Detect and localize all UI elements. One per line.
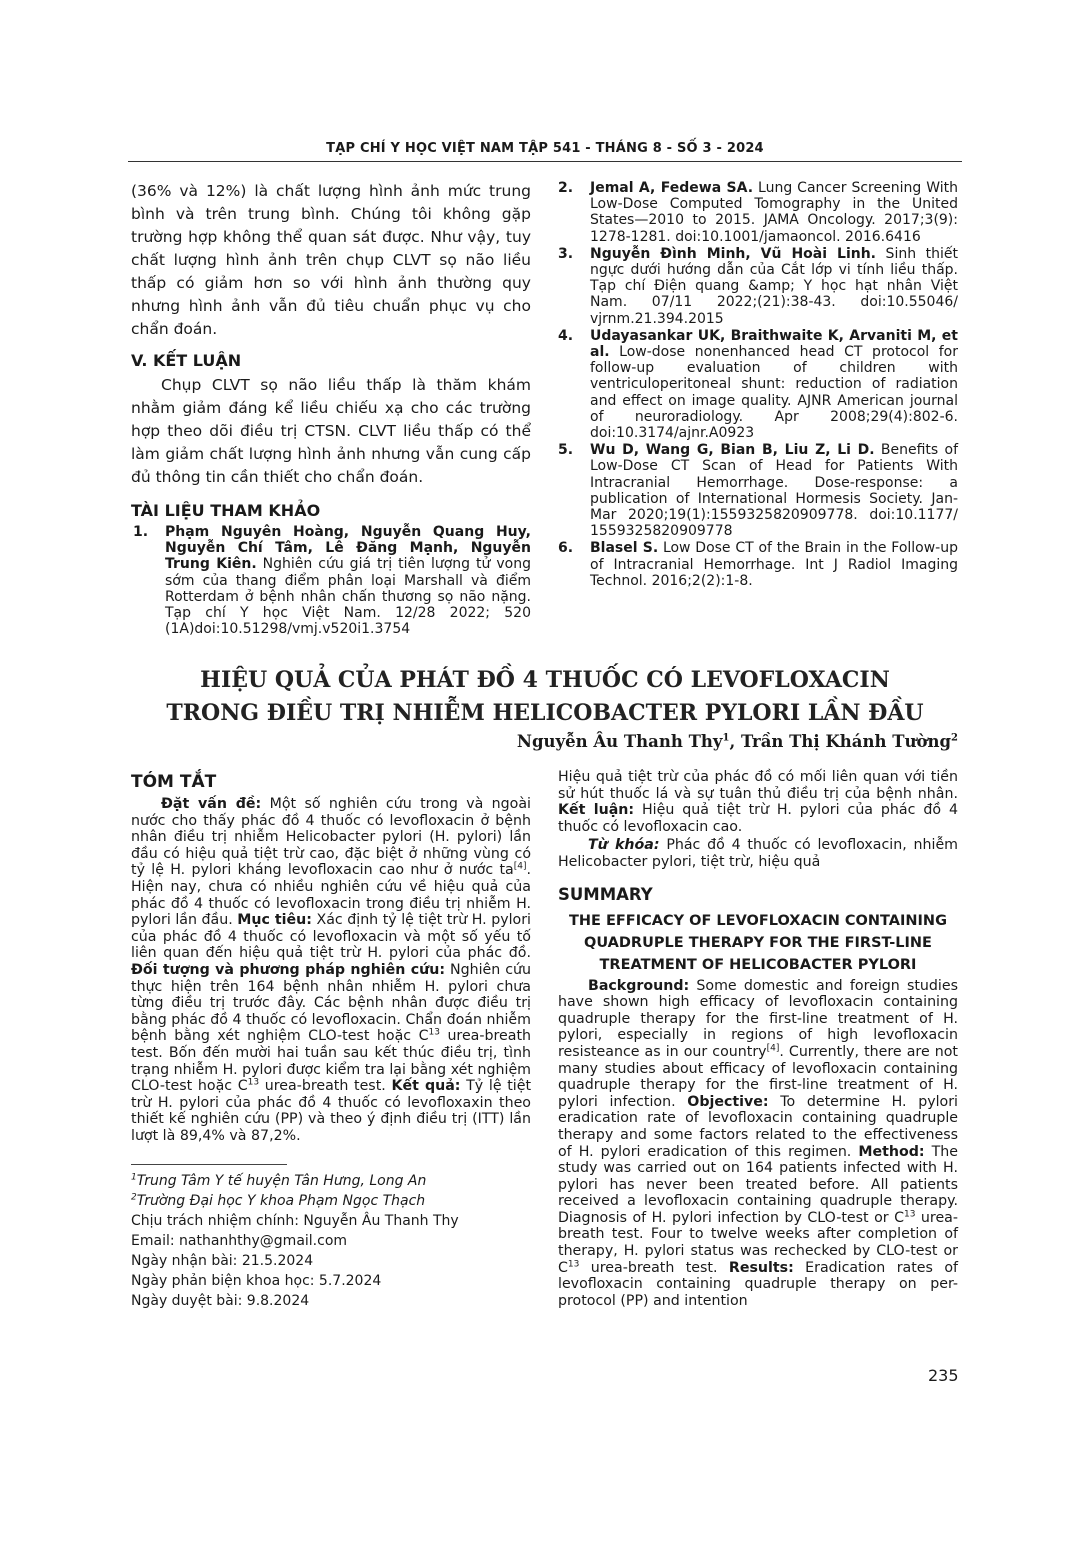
citation-sup-en: [4] (766, 1043, 780, 1054)
conclusion-paragraph: Chụp CLVT sọ não liều thấp là thăm khám nhằm giảm đáng kể liều chiếu xạ cho các trường hợp theo dõi điều trị CTSN. CLVT liều thấp có thể làm giảm chất lượng hình ảnh nhưng vẫn cung cấp đủ thông tin cần thiết cho chẩn đoán. (131, 376, 531, 486)
summary-title-line-2: QUADRUPLE THERAPY FOR THE FIRST-LINE (584, 934, 932, 951)
conclusion-label: Kết luận: (558, 802, 635, 819)
background-label-en: Background: (588, 977, 690, 994)
summary-title (558, 910, 958, 976)
background-text-en: Some domestic and foreign studies have shown high efficacy of levofloxacin containing quadruple therapy for the first-line treatment of H. pylori, especially in regions of high levofloxacin resisteance as in our country (558, 977, 958, 1060)
conclusion-text: Hiệu quả tiệt trừ H. pylori của phác đồ 4 thuốc có levofloxacin cao. (558, 802, 958, 835)
date-accepted: Ngày duyệt bài: 9.8.2024 (131, 1293, 310, 1310)
author-2: Trần Thị Khánh Tường (740, 732, 952, 751)
affiliation-2-sup: 2 (131, 1192, 137, 1203)
reference-number: 4. (558, 327, 574, 344)
reference-list-right (556, 180, 958, 589)
discussion-paragraph: (36% và 12%) là chất lượng hình ảnh mức trung bình và trên trung bình. Chúng tôi không gặp trường hợp không thể quan sát được. Như vậy, tuy chất lượng hình ảnh trên chụp CLVT sọ não liều thấp có giảm hơn so với hình ảnh thường quy nhưng hình ảnh vẫn đủ tiêu chuẩn phục vụ cho chẩn đoán. (131, 182, 531, 338)
summary-paragraph (558, 978, 958, 1310)
reference-authors: Blasel S. (590, 540, 659, 557)
affiliation-2 (131, 1191, 531, 1211)
author-1: Nguyễn Âu Thanh Thy (516, 732, 723, 751)
affiliation-2-text: Trường Đại học Y khoa Phạm Ngọc Thạch (136, 1193, 426, 1210)
objective-text: Xác định tỷ lệ tiệt trừ H. pylori của phác đồ 4 thuốc có levofloxacin và một số yếu tố liên quan đến hiệu quả tiệt trừ H. pylori của phác đồ. (131, 912, 532, 962)
affiliation-1-text: Trung Tâm Y tế huyện Tân Hưng, Long An (136, 1173, 427, 1190)
reference-item (556, 328, 958, 441)
reference-text: Lung Cancer Screening With Low-Dose Computed Tomography in the United States—2010 to 2015. JAMA Oncology. 2017;3(9): 1278-1281. doi:10.1001/jamaoncol. 2016.6416 (590, 180, 958, 245)
page-number: 235 (928, 1366, 959, 1385)
summary-title-line-3: TREATMENT OF HELICOBACTER PYLORI (599, 956, 917, 973)
objective-label: Mục tiêu: (237, 912, 312, 929)
reference-text: Benefits of Low-Dose CT Scan of Head for Patients With Intracranial Hemorrhage. Dose-response: a publication of International Hormesis Society. Jan-Mar 2020;19(1):1559325820909778. doi:10.1177/ 1559325820909778 (590, 442, 958, 540)
reference-authors: Wu D, Wang G, Bian B, Liu Z, Li D. (590, 442, 875, 459)
superscript: 13 (247, 1077, 260, 1088)
author-2-affiliation: 2 (951, 732, 958, 744)
objective-label-en: Objective: (687, 1093, 769, 1110)
abstract-vi-paragraph (131, 796, 531, 1144)
affiliation-1-sup: 1 (131, 1172, 137, 1183)
reference-text: Nghiên cứu giá trị tiên lượng tử vong sớm của thang điểm phân loại Marshall và điểm Rotterdam ở bệnh nhân chấn thương sọ não nặng. Tạp chí Y học Việt Nam. 12/28 2022; 520 (1A)doi:10.51298/vmj.v520i1.3754 (165, 556, 531, 638)
abstract-left-column (131, 772, 531, 1311)
reference-text: Low-dose nonenhanced head CT protocol for follow-up evaluation of children with ventriculoperitoneal shunt: reduction of radiation and effect on image quality. AJNR American journal of neuroradiology. Apr 2008;29(4):802-6. doi:10.3174/ajnr.A0923 (590, 344, 958, 442)
references-heading: TÀI LIỆU THAM KHẢO (131, 501, 321, 520)
summary-heading: SUMMARY (558, 884, 653, 904)
background-text-en-2: . Currently, there are not many studies about efficacy of levofloxacin containing quadruple therapy for the first-line treatment of H. pylori infection. (558, 1043, 958, 1110)
author-1-affiliation: 1 (722, 732, 730, 744)
method-text-en-3: urea-breath test. (579, 1259, 729, 1276)
reference-authors: Udayasankar UK, Braithwaite K, Arvaniti M, et al. (590, 327, 958, 361)
conclusion-heading: V. KẾT LUẬN (131, 351, 242, 370)
date-reviewed: Ngày phản biện khoa học: 5.7.2024 (131, 1273, 382, 1290)
reference-authors: Jemal A, Fedewa SA. (590, 180, 754, 196)
abstract-vi-continuation (558, 769, 958, 835)
previous-article-right-column (556, 180, 958, 590)
method-text-en: The study was carried out on 164 patients infected with H. pylori has never been treated before. All patients received a levofloxacin containing quadruple therapy. Diagnosis of H. pylori infection by CLO-test or C (558, 1143, 959, 1226)
reference-number: 2. (558, 180, 574, 196)
superscript: 13 (903, 1209, 916, 1220)
reference-number: 1. (133, 524, 149, 540)
author-separator: , (729, 732, 741, 751)
method-label: Đối tượng và phương pháp nghiên cứu: (131, 961, 446, 978)
background-text: Một số nghiên cứu trong và ngoài nước cho thấy phác đồ 4 thuốc có levofloxacin ở bệnh nhân điều trị nhiễm Helicobacter pylori (H. pylori) lần đầu có hiệu quả tiệt trừ cao, đặc biệt ở những vùng có tỷ lệ H. pylori kháng levofloxacin cao như ở nước ta (131, 796, 531, 879)
method-text-3: urea-breath test. (259, 1078, 392, 1095)
reference-item (556, 180, 958, 245)
summary-title-line-1: THE EFFICACY OF LEVOFLOXACIN CONTAINING (569, 912, 947, 929)
reference-authors: Phạm Nguyên Hoàng, Nguyễn Quang Huy, Nguyễn Chí Tâm, Lê Đăng Mạnh, Nguyễn Trung Kiên. (165, 524, 531, 573)
reference-text: Low Dose CT of the Brain in the Follow-up of Intracranial Hemorrhage. Int J Radiol Imaging Technol. 2016;2(2):1-8. (590, 540, 958, 589)
affiliation-1 (131, 1171, 531, 1191)
date-received: Ngày nhận bài: 21.5.2024 (131, 1253, 314, 1270)
header-rule (128, 161, 962, 162)
superscript: 13 (567, 1258, 580, 1269)
reference-text: Sinh thiết ngực dưới hướng dẫn của Cắt lớp vi tính liều thấp. Tạp chí Điện quang &amp; Y học hạt nhân Việt Nam. 07/11 2022;(21):38-43. doi:10.55046/ vjrnm.21.394.2015 (590, 245, 958, 327)
keywords-text: Phác đồ 4 thuốc có levofloxacin, nhiễm Helicobacter pylori, tiệt trừ, hiệu quả (558, 837, 958, 870)
article-authors (517, 732, 958, 751)
keywords-label: Từ khóa: (588, 837, 660, 854)
result-text: Tỷ lệ tiệt trừ H. pylori của phác đồ 4 thuốc có levofloxaxin theo thiết kế nghiên cứu (PP) và theo ý định điều trị (ITT) lần lượt là 89,4% và 87,2%. (131, 1078, 532, 1144)
reference-item (556, 246, 958, 327)
superscript: 13 (428, 1027, 440, 1038)
article-title (128, 664, 962, 730)
reference-list-left (131, 524, 531, 637)
reference-number: 3. (558, 245, 574, 262)
keywords (558, 837, 958, 870)
reference-item (556, 540, 958, 589)
reference-item (131, 524, 531, 637)
email: Email: nathanhthy@gmail.com (131, 1233, 348, 1250)
results-label-en: Results: (728, 1259, 794, 1276)
reference-number: 6. (558, 540, 574, 557)
corresponding-author: Chịu trách nhiệm chính: Nguyễn Âu Thanh Thy (131, 1213, 459, 1230)
journal-header: TẠP CHÍ Y HỌC VIỆT NAM TẬP 541 - THÁNG 8 - SỐ 3 - 2024 (326, 141, 764, 156)
background-text-2: . Hiện nay, chưa có nhiều nghiên cứu về hiệu quả của phác đồ 4 thuốc có levofloxacin trong điều trị nhiễm H. pylori lần đầu. (131, 862, 531, 929)
result-label: Kết quả: (391, 1078, 461, 1095)
background-label: Đặt vấn đề: (161, 796, 262, 812)
article-title-line-1: HIỆU QUẢ CỦA PHÁT ĐỒ 4 THUỐC CÓ LEVOFLOXACIN (200, 667, 890, 693)
results-text-en: Eradication rates of levofloxacin containing quadruple therapy on per-protocol (PP) and intention (558, 1259, 958, 1309)
reference-authors: Nguyễn Đình Minh, Vũ Hoài Linh. (590, 245, 876, 262)
method-text-en-2: urea-breath test. Four to twelve weeks after completion of therapy, H. pylori status was rechecked by CLO-test or C (558, 1209, 958, 1276)
previous-article-left-column (131, 180, 531, 638)
method-text-2: urea-breath test. Bốn đến mười hai tuần sau kết thúc điều trị, tình trạng nhiễm H. pylori được kiểm tra lại bằng xét nghiệm CLO-test hoặc C (131, 1028, 531, 1095)
citation-sup: [4] (513, 861, 527, 872)
continuation-text: Hiệu quả tiệt trừ của phác đồ có mối liên quan với tiền sử hút thuốc lá và sự tuân thủ điều trị của bệnh nhân. (558, 769, 958, 802)
objective-text-en: To determine H. pylori eradication rate of levofloxacin containing quadruple therapy and some factors related to the effectiveness of H. pylori eradication of this regimen. (558, 1093, 958, 1160)
abstract-right-column (558, 769, 958, 1309)
footnote-rule (131, 1164, 287, 1165)
article-title-line-2: TRONG ĐIỀU TRỊ NHIỄM HELICOBACTER PYLORI LẦN ĐẦU (166, 700, 924, 726)
abstract-heading: TÓM TẮT (131, 772, 217, 792)
reference-number: 5. (558, 442, 574, 459)
reference-item (556, 442, 958, 539)
method-label-en: Method: (858, 1143, 925, 1160)
method-text: Nghiên cứu thực hiện trên 164 bệnh nhân nhiễm H. pylori chưa từng điều trị trước đây. Các bệnh nhân được điều trị bằng phác đồ 4 thuốc có levofloxacin. Chẩn đoán nhiễm bệnh bằng xét nghiệm CLO-test hoặc C (131, 961, 531, 1045)
